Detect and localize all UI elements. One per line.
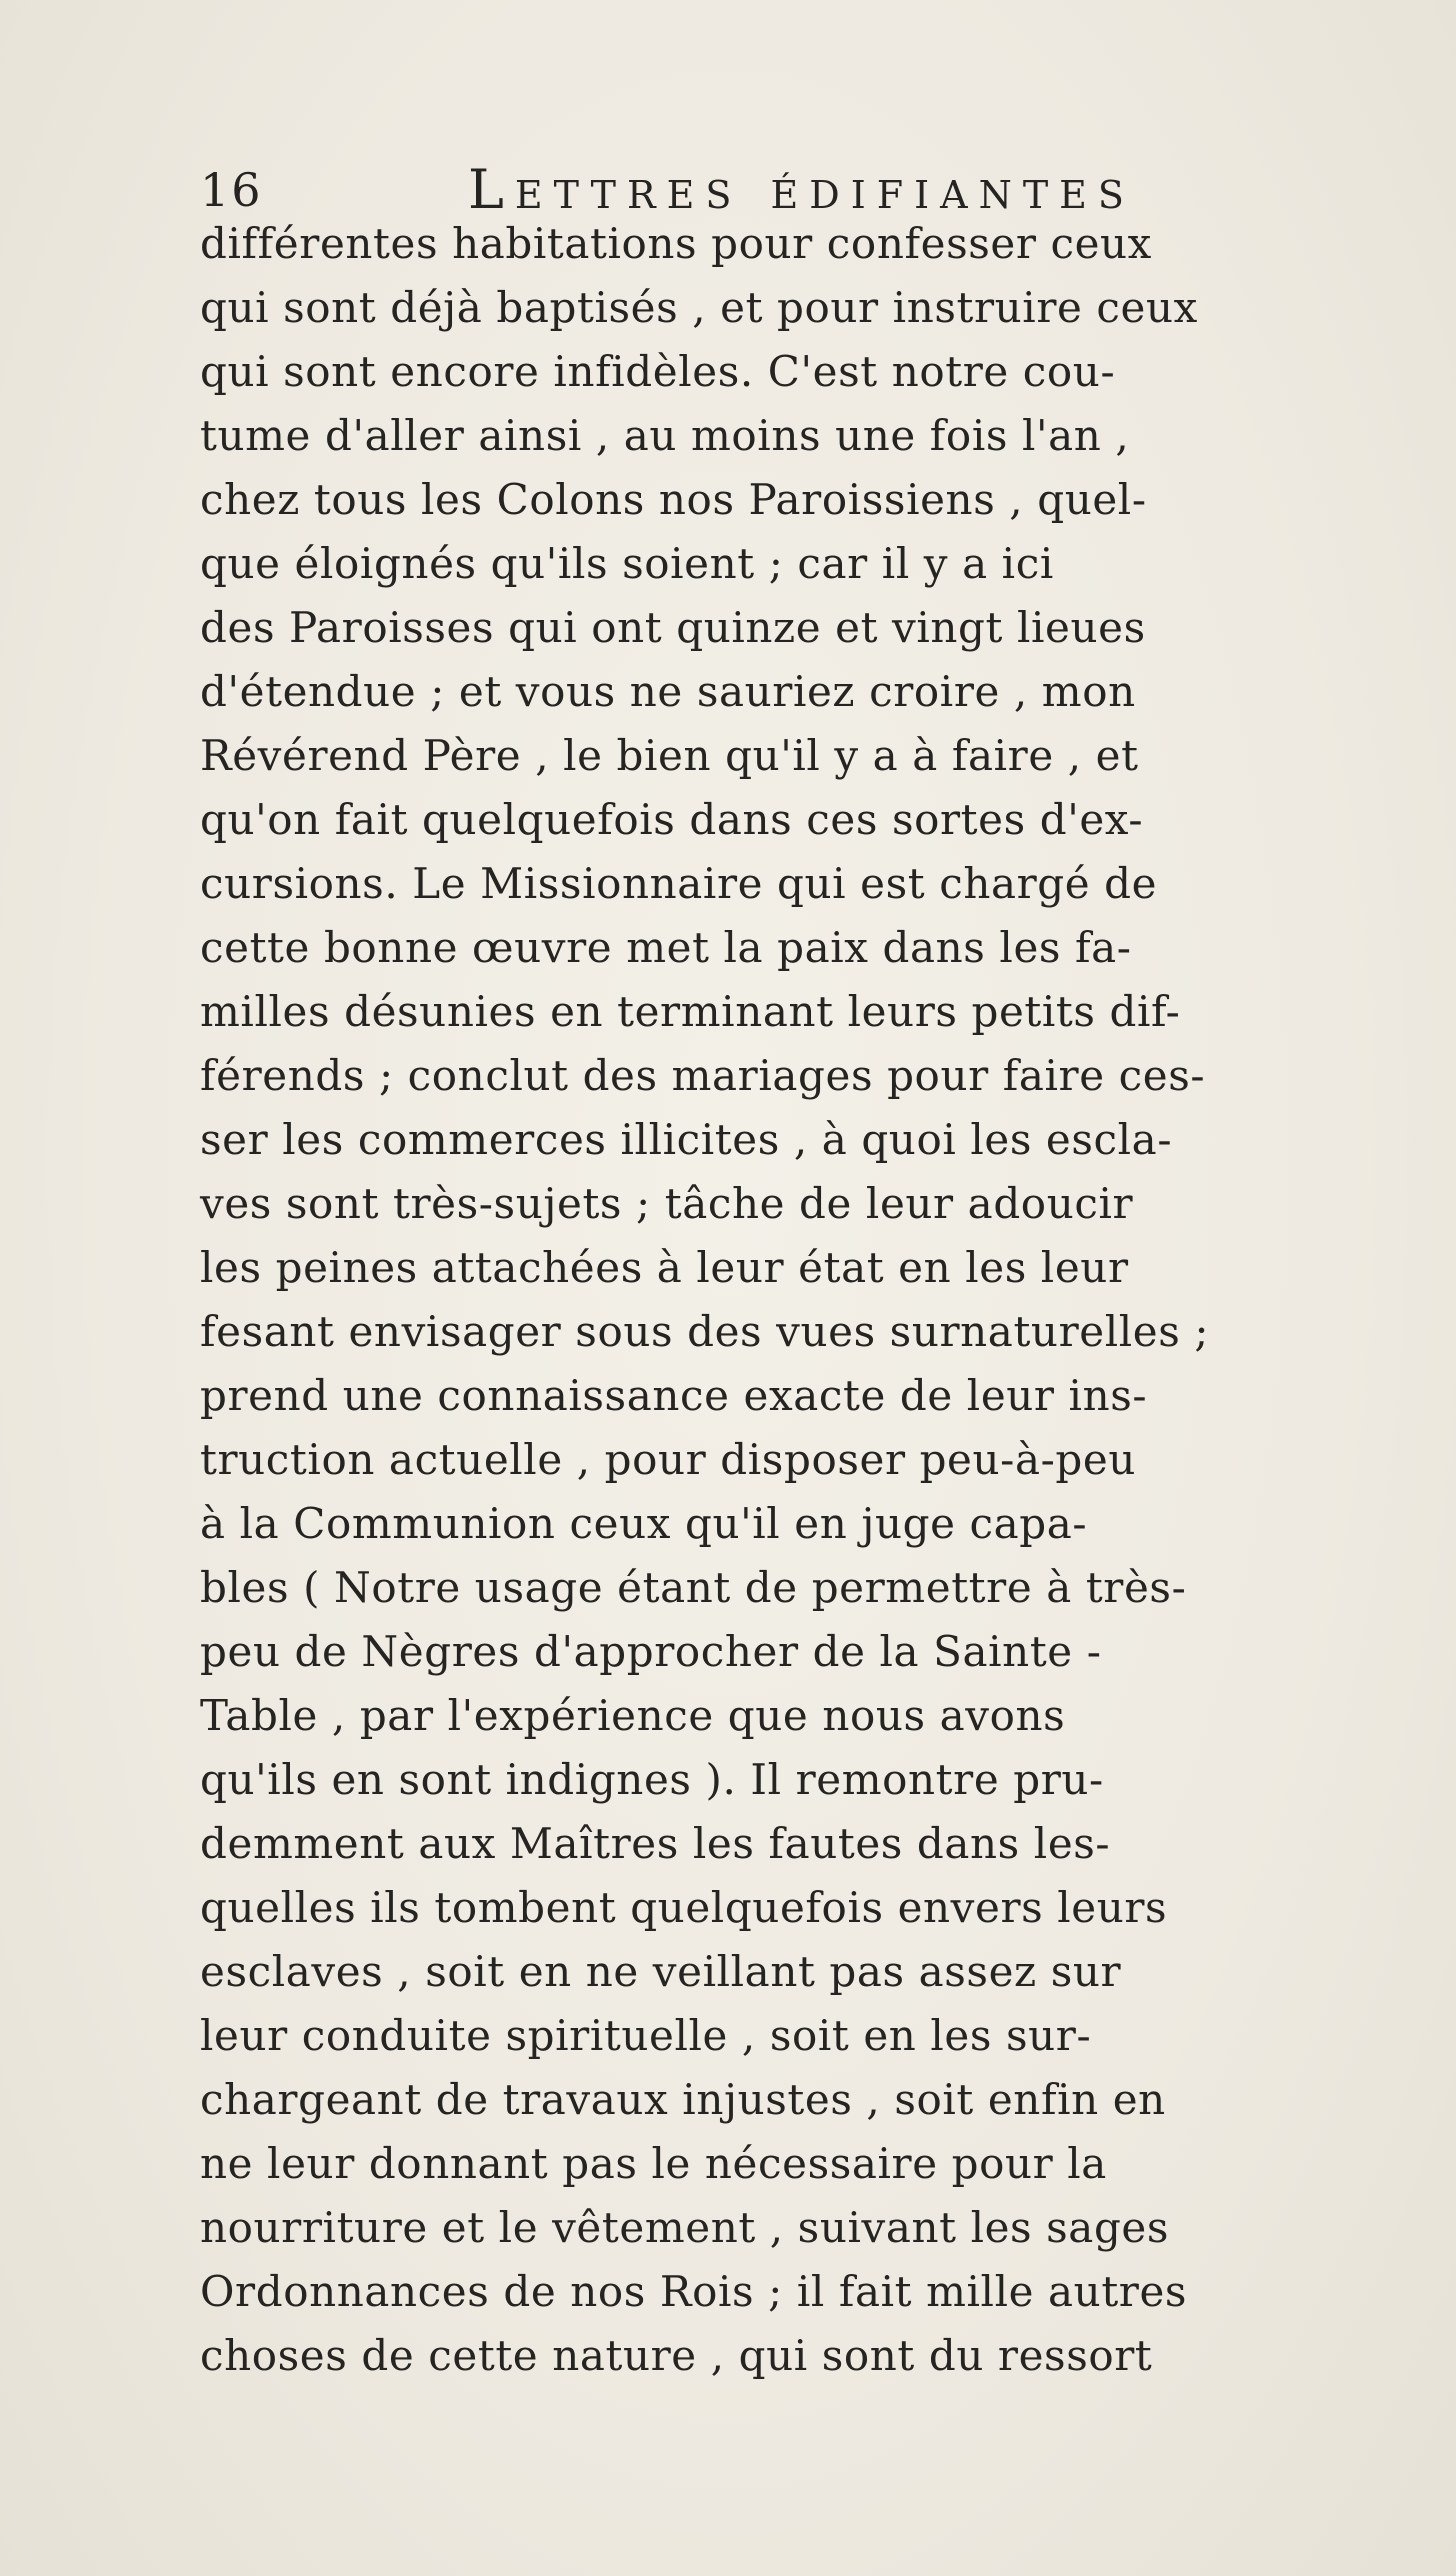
page-header [200, 160, 1290, 220]
text-line: nourriture et le vêtement , suivant les sages [200, 2203, 1170, 2252]
text-line: prend une connaissance exacte de leur ins- [200, 1371, 1148, 1420]
text-line: qu'on fait quelquefois dans ces sortes d'ex- [200, 795, 1144, 844]
text-line: ves sont très-sujets ; tâche de leur adoucir [200, 1179, 1134, 1228]
text-line: d'étendue ; et vous ne sauriez croire , mon [200, 667, 1136, 716]
page-number: 16 [200, 163, 263, 217]
body-text [200, 212, 1400, 2388]
text-line: à la Communion ceux qu'il en juge capa- [200, 1499, 1088, 1548]
text-line: leur conduite spirituelle , soit en les sur- [200, 2011, 1092, 2060]
text-line: qu'ils en sont indignes ). Il remontre pru- [200, 1755, 1104, 1804]
text-line: quelles ils tombent quelquefois envers leurs [200, 1883, 1168, 1932]
text-line: fesant envisager sous des vues surnaturelles ; [200, 1307, 1210, 1356]
text-line: que éloignés qu'ils soient ; car il y a ici [200, 539, 1054, 588]
text-line: peu de Nègres d'approcher de la Sainte - [200, 1627, 1102, 1676]
text-line: chez tous les Colons nos Paroissiens , quel- [200, 475, 1147, 524]
text-line: choses de cette nature , qui sont du ressort [200, 2331, 1153, 2380]
text-line: férends ; conclut des mariages pour faire ces- [200, 1051, 1206, 1100]
text-line: demment aux Maîtres les fautes dans les- [200, 1819, 1111, 1868]
text-line: les peines attachées à leur état en les leur [200, 1243, 1129, 1292]
text-line: tume d'aller ainsi , au moins une fois l'an , [200, 411, 1130, 460]
text-line: chargeant de travaux injustes , soit enfin en [200, 2075, 1166, 2124]
running-title: Lettres édifiantes [468, 158, 1135, 221]
text-line: Ordonnances de nos Rois ; il fait mille autres [200, 2267, 1188, 2316]
text-line: qui sont encore infidèles. C'est notre cou- [200, 347, 1116, 396]
text-line: Table , par l'expérience que nous avons [200, 1691, 1066, 1740]
text-line: ne leur donnant pas le nécessaire pour la [200, 2139, 1107, 2188]
text-line: truction actuelle , pour disposer peu-à-peu [200, 1435, 1136, 1484]
text-line: cursions. Le Missionnaire qui est chargé de [200, 859, 1158, 908]
text-line: différentes habitations pour confesser ceux [200, 219, 1152, 268]
text-line: Révérend Père , le bien qu'il y a à faire , et [200, 731, 1139, 780]
text-line: cette bonne œuvre met la paix dans les fa- [200, 923, 1132, 972]
text-line: des Paroisses qui ont quinze et vingt lieues [200, 603, 1146, 652]
text-line: milles désunies en terminant leurs petits dif- [200, 987, 1181, 1036]
text-line: ser les commerces illicites , à quoi les escla- [200, 1115, 1173, 1164]
text-line: esclaves , soit en ne veillant pas assez sur [200, 1947, 1122, 1996]
text-line: bles ( Notre usage étant de permettre à très- [200, 1563, 1187, 1612]
text-line: qui sont déjà baptisés , et pour instruire ceux [200, 283, 1198, 332]
